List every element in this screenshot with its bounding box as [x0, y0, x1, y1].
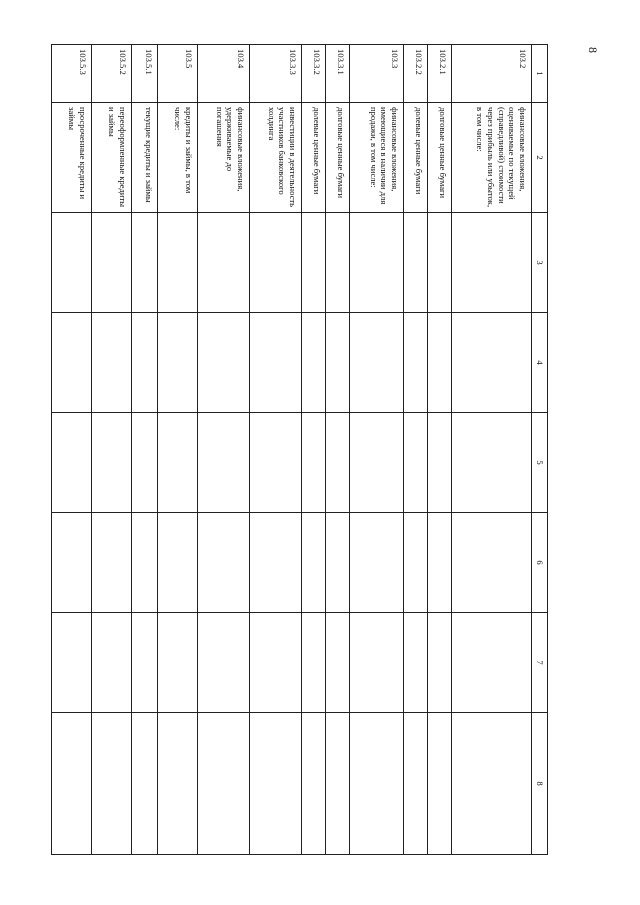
- value-cell: [52, 213, 92, 313]
- table-row: [302, 45, 326, 855]
- value-cell: [92, 213, 132, 313]
- value-cell: [428, 313, 452, 413]
- page-number: 8: [586, 47, 600, 53]
- row-code: 103.3.3: [250, 45, 302, 103]
- value-cell: [404, 413, 428, 513]
- value-cell: [350, 513, 404, 613]
- value-cell: [92, 513, 132, 613]
- value-cell: [452, 713, 532, 855]
- value-cell: [250, 313, 302, 413]
- table-row: [452, 45, 532, 855]
- table-row: [198, 45, 250, 855]
- value-cell: [250, 713, 302, 855]
- row-code: 103.3.1: [326, 45, 350, 103]
- value-cell: [198, 713, 250, 855]
- value-cell: [158, 313, 198, 413]
- value-cell: [52, 513, 92, 613]
- row-name: финансовые вложения, имеющиеся в наличии для продажи, в том числе:: [350, 103, 404, 213]
- value-cell: [326, 613, 350, 713]
- value-cell: [428, 713, 452, 855]
- value-cell: [198, 213, 250, 313]
- value-cell: [428, 213, 452, 313]
- value-cell: [132, 213, 158, 313]
- value-cell: [132, 613, 158, 713]
- value-cell: [250, 613, 302, 713]
- value-cell: [198, 413, 250, 513]
- value-cell: [158, 713, 198, 855]
- value-cell: [326, 413, 350, 513]
- value-cell: [132, 513, 158, 613]
- row-code: 103.2.1: [428, 45, 452, 103]
- row-code: 103.3.2: [302, 45, 326, 103]
- value-cell: [198, 513, 250, 613]
- column-number: 8: [532, 713, 548, 855]
- value-cell: [132, 313, 158, 413]
- rotated-sheet: [67, 44, 548, 854]
- value-cell: [404, 513, 428, 613]
- row-code: 103.5: [158, 45, 198, 103]
- row-name: долговые ценные бумаги: [428, 103, 452, 213]
- value-cell: [52, 713, 92, 855]
- value-cell: [158, 413, 198, 513]
- row-name: долевые ценные бумаги: [404, 103, 428, 213]
- row-name: долевые ценные бумаги: [302, 103, 326, 213]
- table-row: [158, 45, 198, 855]
- value-cell: [302, 513, 326, 613]
- value-cell: [302, 413, 326, 513]
- value-cell: [302, 313, 326, 413]
- row-code: 103.3: [350, 45, 404, 103]
- value-cell: [326, 513, 350, 613]
- value-cell: [302, 713, 326, 855]
- row-code: 103.5.2: [92, 45, 132, 103]
- value-cell: [198, 313, 250, 413]
- column-number: 3: [532, 213, 548, 313]
- value-cell: [250, 413, 302, 513]
- value-cell: [158, 613, 198, 713]
- value-cell: [404, 213, 428, 313]
- value-cell: [350, 713, 404, 855]
- column-number: 4: [532, 313, 548, 413]
- value-cell: [326, 313, 350, 413]
- column-number-row: [532, 45, 548, 855]
- row-code: 103.5.1: [132, 45, 158, 103]
- table-row: [428, 45, 452, 855]
- table-row: [350, 45, 404, 855]
- value-cell: [326, 713, 350, 855]
- value-cell: [428, 613, 452, 713]
- row-code: 103.2: [452, 45, 532, 103]
- value-cell: [326, 213, 350, 313]
- column-number: 5: [532, 413, 548, 513]
- table-row: [250, 45, 302, 855]
- row-name: финансовые вложения, удерживаемые до погашения: [198, 103, 250, 213]
- value-cell: [92, 413, 132, 513]
- value-cell: [52, 613, 92, 713]
- value-cell: [158, 213, 198, 313]
- value-cell: [452, 213, 532, 313]
- value-cell: [132, 713, 158, 855]
- column-number: 1: [532, 45, 548, 103]
- row-name: текущие кредиты и займы: [132, 103, 158, 213]
- value-cell: [428, 413, 452, 513]
- value-cell: [452, 513, 532, 613]
- value-cell: [302, 213, 326, 313]
- value-cell: [428, 513, 452, 613]
- value-cell: [452, 313, 532, 413]
- table-row: [92, 45, 132, 855]
- value-cell: [350, 313, 404, 413]
- table-row: [404, 45, 428, 855]
- row-code: 103.5.3: [52, 45, 92, 103]
- value-cell: [52, 413, 92, 513]
- data-table: [51, 44, 548, 855]
- value-cell: [350, 613, 404, 713]
- table-row: [52, 45, 92, 855]
- row-name: долговые ценные бумаги: [326, 103, 350, 213]
- value-cell: [92, 613, 132, 713]
- row-code: 103.4: [198, 45, 250, 103]
- value-cell: [302, 613, 326, 713]
- row-name: кредиты и займы, в том числе:: [158, 103, 198, 213]
- column-number: 7: [532, 613, 548, 713]
- value-cell: [350, 213, 404, 313]
- value-cell: [92, 313, 132, 413]
- value-cell: [404, 713, 428, 855]
- row-name: инвестиции в деятельность участников банковского холдинга: [250, 103, 302, 213]
- row-name: переоформленные кредиты и займы: [92, 103, 132, 213]
- value-cell: [158, 513, 198, 613]
- value-cell: [52, 313, 92, 413]
- value-cell: [92, 713, 132, 855]
- row-name: просроченные кредиты и займы: [52, 103, 92, 213]
- value-cell: [404, 613, 428, 713]
- value-cell: [404, 313, 428, 413]
- value-cell: [198, 613, 250, 713]
- value-cell: [132, 413, 158, 513]
- column-number: 6: [532, 513, 548, 613]
- value-cell: [250, 513, 302, 613]
- table-row: [132, 45, 158, 855]
- row-name: финансовые вложения, оцениваемые по текущей (справедливой) стоимости через прибыль или убыток, в том числе:: [452, 103, 532, 213]
- row-code: 103.2.2: [404, 45, 428, 103]
- table-row: [326, 45, 350, 855]
- value-cell: [250, 213, 302, 313]
- value-cell: [452, 613, 532, 713]
- column-number: 2: [532, 103, 548, 213]
- value-cell: [350, 413, 404, 513]
- value-cell: [452, 413, 532, 513]
